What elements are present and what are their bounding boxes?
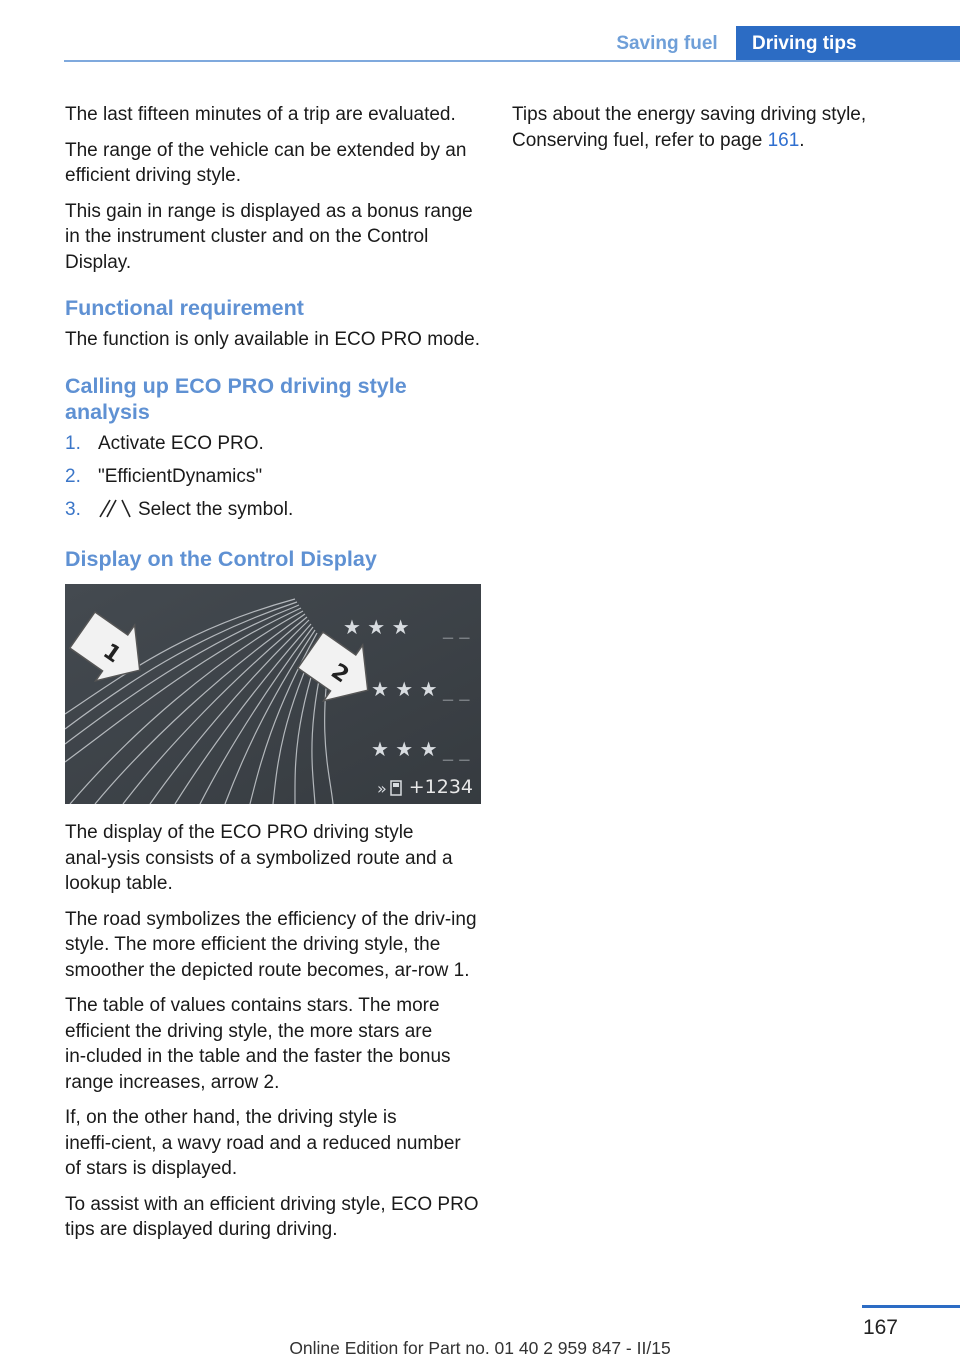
svg-text:_ _: _ _ [443,615,470,639]
footer-rule [862,1305,960,1308]
list-item [65,431,481,457]
svg-text:_ _: _ _ [443,677,470,701]
paragraph-tips-reference [512,102,928,153]
left-column [65,102,481,1253]
header-rule [64,60,960,62]
svg-text:★ ★ ★: ★ ★ ★ [371,677,438,701]
paragraph-range: The range of the vehicle can be extended by an efficient driving style. [65,139,467,186]
paragraph-display-description: The display of the ECO PRO driving style anal‑ysis consists of a symbolized route and a lookup table. [65,822,453,894]
paragraph-road: The road symbolizes the efficiency of the driv‑ing style. The more efficient the driving style, the smoother the depicted route becomes, ar‑row 1. [65,908,477,981]
page-link[interactable]: 161 [767,129,800,151]
edition-footer: Online Edition for Part no. 01 40 2 959 847 - II/15 [289,1338,671,1358]
road-symbol-icon [98,497,138,527]
step-number: 1. [65,432,81,454]
tips-reference-text: Tips about the energy saving driving style, Conserving fuel, refer to page [512,104,867,151]
step-number: 3. [65,498,81,520]
step-text: "EfficientDynamics" [98,465,263,487]
svg-text:»: » [377,779,387,798]
heading-functional-requirement: Functional requirement [65,296,304,320]
paragraph-bonus-range: This gain in range is displayed as a bonus range in the instrument cluster and on the Control Display. [65,200,473,273]
paragraph-inefficient: If, on the other hand, the driving style is ineffi‑cient, a wavy road and a reduced number of stars is displayed. [65,1107,461,1179]
page-number: 167 [862,1316,898,1339]
bonus-range-value: +1234 [408,776,473,798]
svg-text:★ ★ ★: ★ ★ ★ [343,615,410,639]
list-item [65,464,481,490]
paragraph-evaluation: The last fifteen minutes of a trip are evaluated. [65,104,456,125]
header-chapter-tab[interactable]: Driving tips [736,26,960,61]
header-section-tab[interactable]: Saving fuel [616,32,718,54]
right-column [512,102,928,163]
step-number: 2. [65,465,81,487]
heading-calling-up: Calling up ECO PRO driving style analysis [65,373,407,424]
svg-text:★ ★ ★: ★ ★ ★ [371,737,438,761]
svg-text:1: 1 [98,639,126,669]
steps-list [65,431,481,527]
svg-text:_ _: _ _ [443,737,470,761]
heading-display: Display on the Control Display [65,547,377,571]
eco-pro-display-graphic [65,584,481,804]
step-text: Select the symbol. [138,498,294,520]
paragraph-requirement: The function is only available in ECO PRO mode. [65,329,481,350]
step-text: Activate ECO PRO. [98,432,264,454]
eco-pro-display-figure [65,584,481,804]
paragraph-tips: To assist with an efficient driving style, ECO PRO tips are displayed during driving. [65,1193,479,1240]
page-header [0,0,960,62]
paragraph-stars: The table of values contains stars. The more efficient the driving style, the more stars are in‑cluded in the table and the faster the bonus range increases, arrow 2. [65,995,451,1093]
tips-reference-end: . [799,129,805,151]
svg-text:2: 2 [326,659,354,689]
list-item [65,497,481,527]
